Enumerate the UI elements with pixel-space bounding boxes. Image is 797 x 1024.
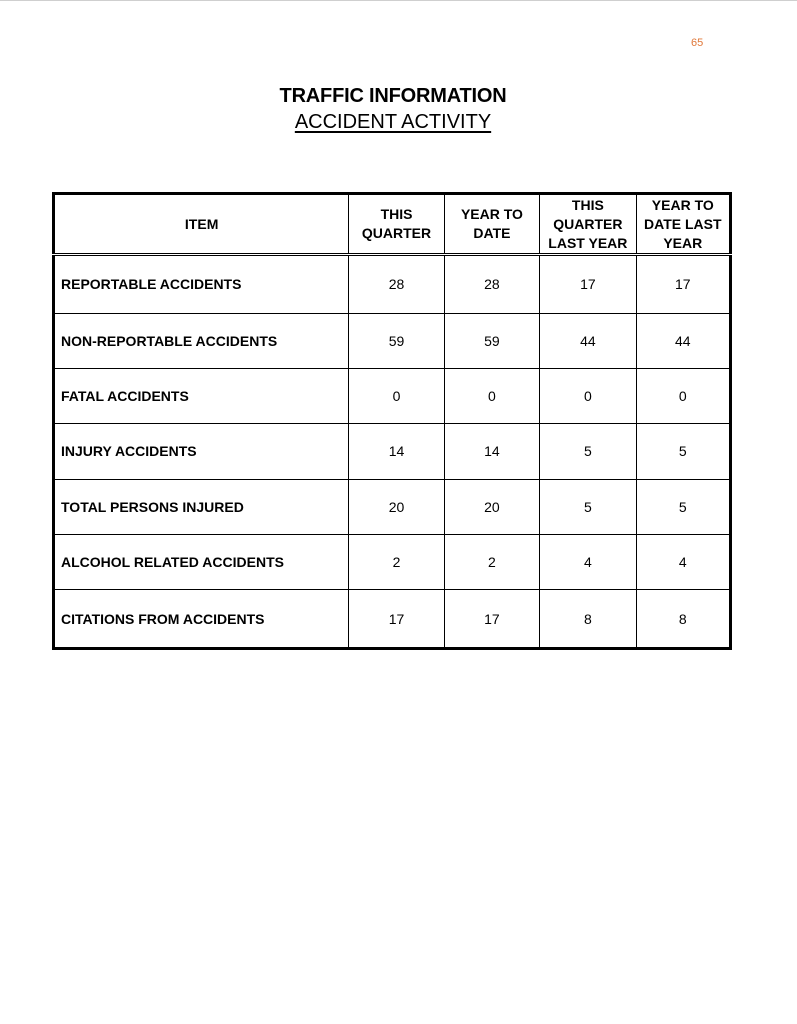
column-header-line: LAST YEAR	[548, 234, 628, 251]
row-value-cell: 0	[444, 368, 539, 423]
page-top-border	[0, 0, 797, 1]
row-value-cell: 14	[349, 424, 444, 479]
row-value-cell: 4	[540, 534, 636, 589]
row-item-label: TOTAL PERSONS INJURED	[54, 479, 349, 534]
row-item-label: CITATIONS FROM ACCIDENTS	[54, 590, 349, 649]
row-value-cell: 17	[349, 590, 444, 649]
row-value-cell: 8	[636, 590, 730, 649]
row-value-cell: 20	[349, 479, 444, 534]
table-row	[54, 479, 731, 534]
row-value-cell: 17	[636, 255, 730, 314]
header-row	[54, 194, 731, 255]
row-item-label: NON-REPORTABLE ACCIDENTS	[54, 313, 349, 368]
column-header-line: YEAR	[663, 234, 703, 251]
row-value-cell: 5	[540, 479, 636, 534]
row-value-cell: 4	[636, 534, 730, 589]
row-value-cell: 5	[636, 424, 730, 479]
row-value-cell: 28	[349, 255, 444, 314]
table-row	[54, 255, 731, 314]
row-value-cell: 0	[349, 368, 444, 423]
row-value-cell: 17	[540, 255, 636, 314]
column-header	[349, 194, 444, 255]
table-row	[54, 368, 731, 423]
row-value-cell: 17	[444, 590, 539, 649]
page-title: TRAFFIC INFORMATION	[279, 85, 507, 107]
row-value-cell: 20	[444, 479, 539, 534]
row-item-label: ALCOHOL RELATED ACCIDENTS	[54, 534, 349, 589]
column-header-line: YEAR TO	[651, 196, 714, 213]
row-value-cell: 5	[636, 479, 730, 534]
row-item-label: INJURY ACCIDENTS	[54, 424, 349, 479]
accident-activity-table	[52, 192, 732, 650]
row-item-label: REPORTABLE ACCIDENTS	[54, 255, 349, 314]
column-header-line: THIS	[571, 196, 604, 213]
column-header-line: QUARTER	[361, 225, 432, 241]
row-value-cell: 28	[444, 255, 539, 314]
table-row	[54, 590, 731, 649]
row-value-cell: 5	[540, 424, 636, 479]
row-value-cell: 14	[444, 424, 539, 479]
column-header-line: ITEM	[184, 215, 219, 232]
column-header	[444, 194, 539, 255]
page-number: 65	[691, 37, 704, 49]
table-row	[54, 534, 731, 589]
row-value-cell: 44	[540, 313, 636, 368]
row-value-cell: 44	[636, 313, 730, 368]
row-value-cell: 2	[444, 534, 539, 589]
column-header-line: YEAR TO	[460, 206, 523, 222]
row-value-cell: 59	[444, 313, 539, 368]
row-value-cell: 0	[636, 368, 730, 423]
column-header	[54, 194, 349, 255]
row-value-cell: 2	[349, 534, 444, 589]
page-subtitle: ACCIDENT ACTIVITY	[294, 111, 492, 133]
table-body	[54, 255, 731, 649]
row-value-cell: 0	[540, 368, 636, 423]
column-header-line: THIS	[380, 206, 413, 222]
column-header-line: QUARTER	[553, 215, 623, 232]
row-value-cell: 59	[349, 313, 444, 368]
column-header-line: DATE LAST	[644, 215, 722, 232]
row-value-cell: 8	[540, 590, 636, 649]
row-item-label: FATAL ACCIDENTS	[54, 368, 349, 423]
table-row	[54, 424, 731, 479]
column-header	[540, 194, 636, 255]
column-header	[636, 194, 730, 255]
column-header-line: DATE	[473, 225, 511, 241]
table-row	[54, 313, 731, 368]
